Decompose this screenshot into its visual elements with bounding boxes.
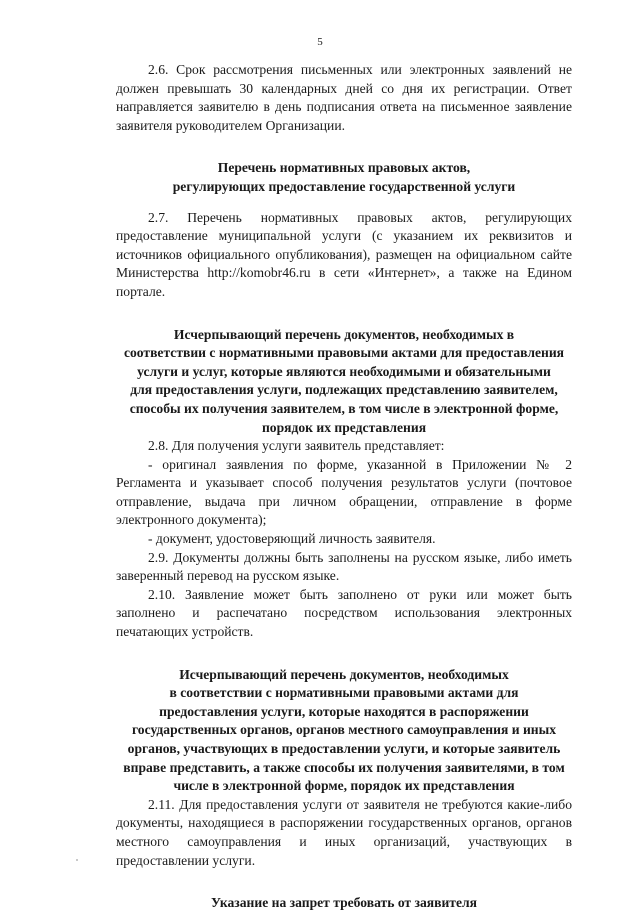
heading-line: в соответствии с нормативными правовыми актами для bbox=[169, 685, 519, 701]
list-item-application-original: - оригинал заявления по форме, указанной в Приложении № 2 Регламента и указывает способ получения результатов услуги (почтовое отправление, выдача при личном обращении, отправление в форме электронного документа); bbox=[116, 456, 572, 528]
heading-line: государственных органов, органов местного самоуправления и иных bbox=[131, 722, 557, 738]
page-number: 5 bbox=[317, 36, 323, 48]
heading-line: Исчерпывающий перечень документов, необходимых в bbox=[173, 326, 515, 342]
document-body bbox=[116, 61, 572, 913]
heading-documents-in-authorities bbox=[116, 666, 572, 796]
paragraph-2-11: 2.11. Для предоставления услуги от заявителя не требуются какие-либо документы, находящиеся в распоряжении государственных органов, органов местного самоуправления и иных организаций, участвующих в предоставлении услуги. bbox=[116, 796, 572, 868]
paragraph-2-9: 2.9. Документы должны быть заполнены на русском языке, либо иметь заверенный перевод на русском языке. bbox=[116, 549, 572, 584]
heading-line: регулирующих предоставление государственной услуги bbox=[172, 178, 516, 194]
heading-line: для предоставления услуги, подлежащих представлению заявителем, bbox=[130, 382, 558, 398]
paragraph-2-8: 2.8. Для получения услуги заявитель представляет: bbox=[148, 438, 445, 454]
paragraph-2-7: 2.7. Перечень нормативных правовых актов, регулирующих предоставление муниципальной услуги (с указанием их реквизитов и источников официального опубликования), размещен на официальном сайте Министерства http://komobr46.ru в сети «Интернет», а также на Едином портале. bbox=[116, 209, 572, 299]
heading-line: вправе представить, а также способы их получения заявителями, в том bbox=[123, 759, 565, 775]
paragraph-2-6: 2.6. Срок рассмотрения письменных или электронных заявлений не должен превышать 30 календарных дней со дня их регистрации. Ответ направляется заявителю в день подписания ответа на письменное заявление заявителя руководителем Организации. bbox=[116, 62, 572, 133]
heading-line: порядок их представления bbox=[261, 419, 427, 435]
scan-speck bbox=[76, 859, 78, 861]
list-item-identity-document: - документ, удостоверяющий личность заявителя. bbox=[148, 531, 436, 547]
heading-required-documents bbox=[116, 326, 572, 438]
paragraph-2-10: 2.10. Заявление может быть заполнено от руки или может быть заполнено и распечатано посредством использования электронных печатающих устройств. bbox=[116, 586, 572, 640]
heading-prohibition bbox=[116, 894, 572, 913]
heading-line: числе в электронной форме, порядок их представления bbox=[173, 778, 515, 794]
heading-line: предоставления услуги, которые находятся в распоряжении bbox=[159, 703, 529, 719]
heading-line: Исчерпывающий перечень документов, необходимых bbox=[179, 666, 509, 682]
heading-line: соответствии с нормативными правовыми актами для предоставления bbox=[123, 345, 565, 361]
heading-line: Перечень нормативных правовых актов, bbox=[217, 160, 471, 176]
heading-line: способы их получения заявителем, в том числе в электронной форме, bbox=[129, 400, 559, 416]
heading-line: услуги и услуг, которые являются необходимыми и обязательными bbox=[137, 363, 551, 379]
heading-line: органов, участвующих в предоставлении услуги, и которые заявитель bbox=[127, 741, 561, 756]
heading-legal-acts bbox=[116, 159, 572, 196]
heading-line: Указание на запрет требовать от заявителя bbox=[211, 895, 477, 911]
